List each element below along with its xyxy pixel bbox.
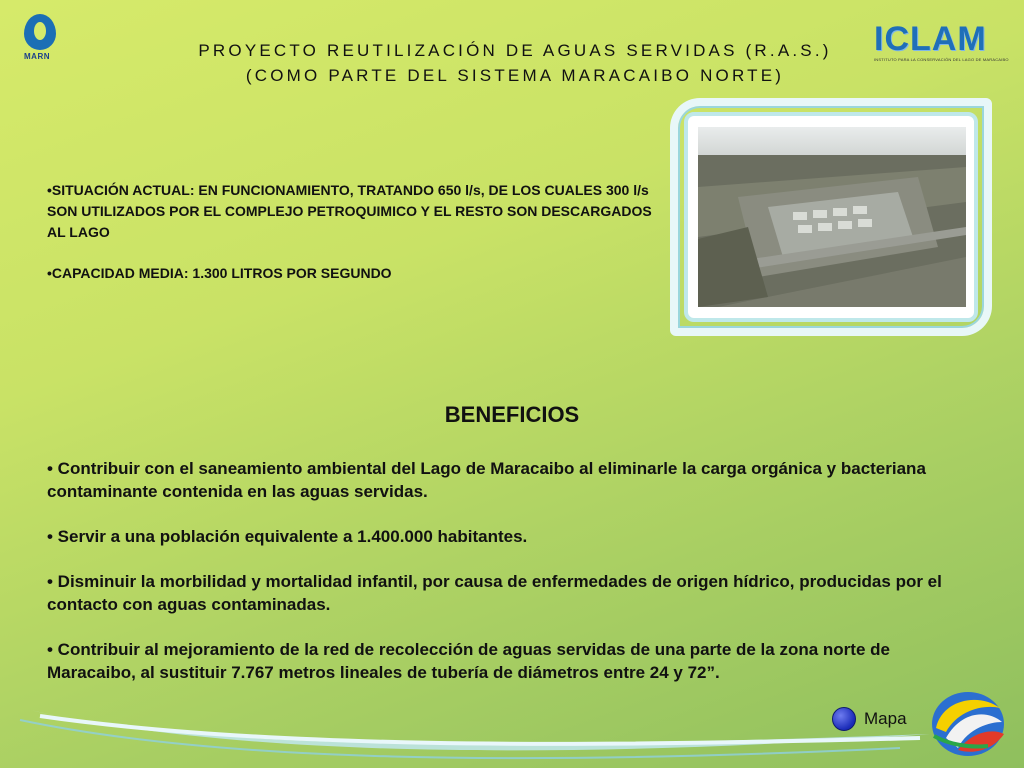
decorative-swoosh [0, 690, 940, 768]
marn-logo [20, 14, 60, 64]
situacion-item: •SITUACIÓN ACTUAL: EN FUNCIONAMIENTO, TRATANDO 650 l/s, DE LOS CUALES 300 l/s SON UTILIZADOS POR EL COMPLEJO PETROQUIMICO Y EL RESTO SON DESCARGADOS AL LAGO [47, 182, 652, 240]
aerial-plant-photo [698, 127, 966, 307]
beneficio-item: • Servir a una población equivalente a 1.400.000 habitantes. [47, 527, 528, 546]
title-line-2: (COMO PARTE DEL SISTEMA MARACAIBO NORTE) [245, 66, 785, 85]
beneficio-item: • Contribuir al mejoramiento de la red de recolección de aguas servidas de una parte de la zona norte de Maracaibo, al sustituir 7.767 metros lineales de tubería de diámetros entre 24 y 72”. [47, 640, 890, 682]
colorful-logo [928, 688, 1008, 760]
iclam-logo-text: ICLAM [874, 20, 987, 58]
beneficio-item: • Disminuir la morbilidad y mortalidad infantil, por causa de enfermedades de origen hídrico, producidas por el contacto con aguas contaminadas. [47, 572, 942, 614]
beneficios-list [47, 457, 977, 706]
marn-logo-text: MARN [24, 52, 50, 61]
water-drop-icon [24, 14, 56, 50]
page-title [180, 38, 850, 88]
title-line-1: PROYECTO REUTILIZACIÓN DE AGUAS SERVIDAS (R.A.S.) [198, 41, 832, 60]
iclam-logo [874, 20, 1009, 62]
circle-button-icon [832, 707, 856, 731]
mapa-button[interactable] [832, 705, 907, 733]
mapa-label: Mapa [864, 709, 907, 728]
beneficio-item: • Contribuir con el saneamiento ambiental del Lago de Maracaibo al eliminarle la carga orgánica y bacteriana contaminante contenida en las aguas servidas. [47, 459, 926, 501]
situacion-item: •CAPACIDAD MEDIA: 1.300 LITROS POR SEGUNDO [47, 265, 392, 281]
iclam-logo-subtitle: INSTITUTO PARA LA CONSERVACIÓN DEL LAGO DE MARACAIBO [874, 57, 1009, 62]
situacion-section [47, 180, 657, 304]
beneficios-heading: BENEFICIOS [444, 402, 580, 427]
